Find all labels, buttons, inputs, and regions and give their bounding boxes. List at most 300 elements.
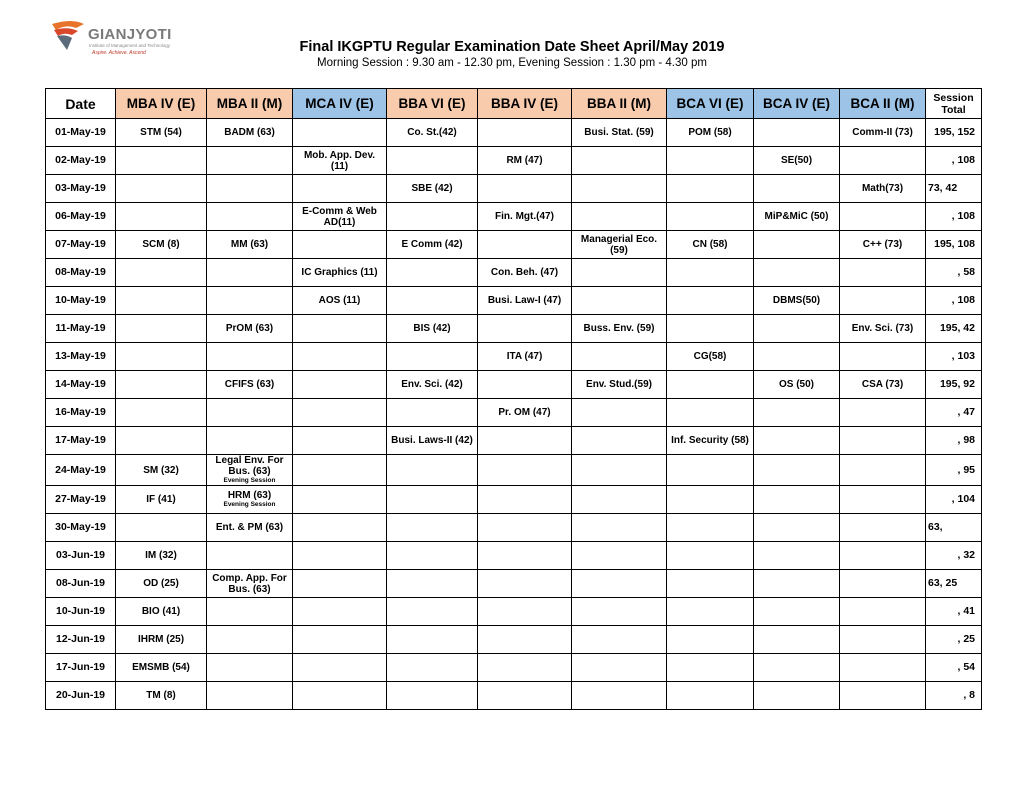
cell-date — [46, 371, 116, 399]
table-row — [46, 231, 982, 259]
header-bca-ii: BCA II (M) — [840, 89, 926, 119]
cell-mca4 — [293, 371, 387, 399]
table-row — [46, 287, 982, 315]
date-sheet-table — [45, 88, 982, 710]
cell-text: Buss. Env. (59) — [583, 323, 655, 334]
cell-bba6 — [387, 598, 478, 626]
cell-mba2 — [207, 287, 293, 315]
cell-bba6 — [387, 371, 478, 399]
cell-text: 06-May-19 — [55, 210, 106, 222]
cell-bca2 — [840, 455, 926, 486]
cell-bca6 — [667, 175, 754, 203]
cell-text: Math(73) — [861, 183, 904, 194]
cell-bba2 — [572, 231, 667, 259]
table-row — [46, 455, 982, 486]
table-row — [46, 119, 982, 147]
cell-text: 17-May-19 — [55, 434, 106, 446]
cell-date — [46, 147, 116, 175]
header-bba-ii: BBA II (M) — [572, 89, 667, 119]
cell-date — [46, 542, 116, 570]
cell-bca2 — [840, 343, 926, 371]
cell-bba4 — [478, 203, 572, 231]
cell-mba4 — [116, 682, 207, 710]
cell-text: BIO (41) — [141, 606, 181, 617]
cell-mba4 — [116, 287, 207, 315]
cell-mca4 — [293, 259, 387, 287]
cell-total — [926, 175, 982, 203]
cell-bca4 — [754, 203, 840, 231]
cell-text: 14-May-19 — [55, 378, 106, 390]
cell-text: RM (47) — [506, 155, 543, 166]
cell-bca2 — [840, 427, 926, 455]
cell-bba2 — [572, 542, 667, 570]
cell-mba4 — [116, 315, 207, 343]
cell-bba4 — [478, 287, 572, 315]
cell-bca2 — [840, 203, 926, 231]
table-row — [46, 175, 982, 203]
cell-mba4 — [116, 427, 207, 455]
cell-text: , 108 — [951, 294, 975, 306]
cell-mba4 — [116, 486, 207, 514]
cell-total — [926, 203, 982, 231]
cell-date — [46, 175, 116, 203]
cell-text: HRM (63) — [227, 490, 272, 501]
cell-bca4 — [754, 119, 840, 147]
cell-mba2 — [207, 343, 293, 371]
cell-text: 10-Jun-19 — [55, 605, 106, 617]
cell-text: Mob. App. Dev. (11) — [303, 149, 376, 172]
cell-bca2 — [840, 147, 926, 175]
cell-date — [46, 486, 116, 514]
cell-bba6 — [387, 682, 478, 710]
cell-mba4 — [116, 371, 207, 399]
cell-mca4 — [293, 570, 387, 598]
cell-mba4 — [116, 147, 207, 175]
cell-mca4 — [293, 682, 387, 710]
cell-mba2 — [207, 455, 293, 486]
cell-mba2 — [207, 259, 293, 287]
cell-bca4 — [754, 427, 840, 455]
cell-mba2 — [207, 626, 293, 654]
date-sheet-body — [46, 119, 982, 710]
cell-text: Env. Stud.(59) — [586, 379, 652, 390]
cell-mca4 — [293, 147, 387, 175]
cell-bba6 — [387, 514, 478, 542]
table-row — [46, 542, 982, 570]
cell-text: , 108 — [951, 154, 975, 166]
cell-mba2 — [207, 654, 293, 682]
cell-bca2 — [840, 287, 926, 315]
table-row — [46, 315, 982, 343]
cell-bba2 — [572, 175, 667, 203]
cell-text: 195, 108 — [934, 238, 975, 250]
cell-bba2 — [572, 203, 667, 231]
cell-bca6 — [667, 654, 754, 682]
cell-text: BADM (63) — [224, 127, 275, 138]
cell-bba6 — [387, 542, 478, 570]
logo-tagline: Aspire. Achieve. Ascend — [92, 50, 146, 56]
cell-text: 63, 25 — [928, 577, 958, 589]
cell-mca4 — [293, 626, 387, 654]
cell-text: EMSMB (54) — [132, 662, 190, 673]
cell-mba4 — [116, 203, 207, 231]
cell-bba6 — [387, 119, 478, 147]
table-row — [46, 343, 982, 371]
cell-mca4 — [293, 343, 387, 371]
cell-date — [46, 427, 116, 455]
cell-mba4 — [116, 119, 207, 147]
cell-mba4 — [116, 231, 207, 259]
cell-text: , 103 — [951, 350, 975, 362]
cell-bca6 — [667, 486, 754, 514]
cell-bca4 — [754, 542, 840, 570]
cell-text: 01-May-19 — [55, 126, 106, 138]
cell-mca4 — [293, 203, 387, 231]
cell-total — [926, 287, 982, 315]
cell-bba4 — [478, 427, 572, 455]
cell-mca4 — [293, 175, 387, 203]
cell-bca2 — [840, 371, 926, 399]
cell-bba2 — [572, 119, 667, 147]
cell-text: , 54 — [957, 661, 975, 673]
cell-bba4 — [478, 455, 572, 486]
cell-text: SCM (8) — [142, 239, 180, 250]
cell-total — [926, 119, 982, 147]
table-row — [46, 486, 982, 514]
cell-total — [926, 259, 982, 287]
cell-mca4 — [293, 455, 387, 486]
cell-mca4 — [293, 119, 387, 147]
cell-bca2 — [840, 399, 926, 427]
table-row — [46, 147, 982, 175]
cell-bca4 — [754, 654, 840, 682]
cell-bca4 — [754, 259, 840, 287]
cell-text: SBE (42) — [411, 183, 453, 194]
cell-bca4 — [754, 626, 840, 654]
cell-text: Inf. Security (58) — [671, 435, 749, 446]
cell-bca4 — [754, 287, 840, 315]
cell-date — [46, 287, 116, 315]
cell-text: 12-Jun-19 — [55, 633, 106, 645]
cell-mba2 — [207, 175, 293, 203]
cell-bca6 — [667, 514, 754, 542]
cell-bca6 — [667, 399, 754, 427]
cell-mca4 — [293, 514, 387, 542]
cell-bba2 — [572, 626, 667, 654]
cell-mba4 — [116, 626, 207, 654]
cell-text: MiP&MiC (50) — [764, 211, 829, 222]
table-row — [46, 654, 982, 682]
table-row — [46, 598, 982, 626]
cell-text: MM (63) — [230, 239, 269, 250]
logo-brand: GIANJYOTI — [88, 26, 172, 43]
cell-text: Con. Beh. (47) — [490, 267, 559, 278]
cell-bca4 — [754, 175, 840, 203]
cell-mca4 — [293, 399, 387, 427]
cell-text: 24-May-19 — [55, 463, 106, 476]
cell-text: Legal Env. For Bus. (63) — [215, 455, 284, 477]
cell-bca2 — [840, 315, 926, 343]
cell-text: OS (50) — [778, 379, 814, 390]
cell-date — [46, 682, 116, 710]
cell-text: , 8 — [963, 689, 975, 701]
cell-mba2 — [207, 598, 293, 626]
cell-bba4 — [478, 371, 572, 399]
cell-date — [46, 203, 116, 231]
cell-mba4 — [116, 542, 207, 570]
cell-bba6 — [387, 231, 478, 259]
cell-mba2 — [207, 427, 293, 455]
cell-bca6 — [667, 542, 754, 570]
cell-mba2 — [207, 147, 293, 175]
cell-mba4 — [116, 654, 207, 682]
cell-bba4 — [478, 231, 572, 259]
table-row — [46, 371, 982, 399]
cell-text: ITA (47) — [506, 351, 543, 362]
cell-bba6 — [387, 343, 478, 371]
cell-text: CFIFS (63) — [224, 379, 275, 390]
logo-subtitle: Institute of Management and Technology — [89, 43, 170, 48]
cell-text: 11-May-19 — [55, 322, 106, 334]
cell-text: 63, — [928, 521, 943, 533]
header-mba-ii: MBA II (M) — [207, 89, 293, 119]
cell-bba6 — [387, 399, 478, 427]
cell-mca4 — [293, 287, 387, 315]
cell-bca2 — [840, 542, 926, 570]
cell-text: 10-May-19 — [55, 294, 106, 306]
cell-bba2 — [572, 371, 667, 399]
cell-bca2 — [840, 570, 926, 598]
cell-date — [46, 455, 116, 486]
cell-text: , 32 — [957, 549, 975, 561]
cell-total — [926, 371, 982, 399]
cell-bba6 — [387, 654, 478, 682]
cell-bca4 — [754, 343, 840, 371]
cell-bba2 — [572, 570, 667, 598]
cell-text: Fin. Mgt.(47) — [495, 211, 554, 222]
cell-text: IM (32) — [145, 550, 177, 561]
cell-text: POM (58) — [688, 127, 732, 138]
cell-bca6 — [667, 455, 754, 486]
cell-bca4 — [754, 455, 840, 486]
cell-bba6 — [387, 175, 478, 203]
cell-text: IHRM (25) — [137, 634, 185, 645]
cell-date — [46, 315, 116, 343]
cell-date — [46, 626, 116, 654]
cell-bba4 — [478, 315, 572, 343]
cell-bba6 — [387, 315, 478, 343]
cell-text: SM (32) — [143, 464, 179, 476]
cell-text: 13-May-19 — [55, 350, 106, 362]
cell-bba4 — [478, 514, 572, 542]
cell-bba6 — [387, 486, 478, 514]
cell-text: 17-Jun-19 — [55, 661, 106, 673]
cell-total — [926, 455, 982, 486]
cell-text: , 95 — [957, 463, 975, 476]
cell-mba2 — [207, 315, 293, 343]
cell-text: STM (54) — [140, 127, 182, 138]
cell-bba2 — [572, 514, 667, 542]
cell-total — [926, 486, 982, 514]
header-date: Date — [46, 89, 116, 119]
cell-bca4 — [754, 514, 840, 542]
cell-bba4 — [478, 486, 572, 514]
cell-bba2 — [572, 598, 667, 626]
cell-bba6 — [387, 287, 478, 315]
cell-bba2 — [572, 399, 667, 427]
cell-bca4 — [754, 682, 840, 710]
cell-bca2 — [840, 654, 926, 682]
cell-mca4 — [293, 542, 387, 570]
cell-text: CG(58) — [693, 351, 727, 362]
cell-bba6 — [387, 455, 478, 486]
cell-date — [46, 654, 116, 682]
cell-mba2 — [207, 682, 293, 710]
cell-text: 03-May-19 — [55, 182, 106, 194]
table-row — [46, 514, 982, 542]
cell-bba2 — [572, 147, 667, 175]
cell-bba4 — [478, 570, 572, 598]
cell-text: 73, 42 — [928, 182, 958, 194]
header-bca-iv: BCA IV (E) — [754, 89, 840, 119]
cell-text: C++ (73) — [862, 239, 903, 250]
cell-text: 27-May-19 — [55, 493, 106, 505]
cell-text: Comp. App. For Bus. (63) — [212, 572, 287, 595]
cell-bca6 — [667, 119, 754, 147]
cell-bba4 — [478, 259, 572, 287]
cell-bca6 — [667, 203, 754, 231]
cell-mba2 — [207, 371, 293, 399]
cell-total — [926, 598, 982, 626]
cell-bca2 — [840, 486, 926, 514]
cell-bba2 — [572, 682, 667, 710]
cell-text: 30-May-19 — [55, 521, 106, 533]
cell-bba2 — [572, 455, 667, 486]
cell-text: IF (41) — [146, 494, 176, 505]
cell-bba4 — [478, 175, 572, 203]
cell-mba2 — [207, 570, 293, 598]
cell-text: , 98 — [957, 434, 975, 446]
cell-mba2 — [207, 231, 293, 259]
cell-date — [46, 259, 116, 287]
cell-mba4 — [116, 598, 207, 626]
cell-bca6 — [667, 315, 754, 343]
page-title: Final IKGPTU Regular Examination Date Sheet April/May 2019 — [299, 39, 725, 55]
cell-total — [926, 654, 982, 682]
cell-bba6 — [387, 203, 478, 231]
cell-bba2 — [572, 287, 667, 315]
cell-bca2 — [840, 119, 926, 147]
evening-session-note: Evening Session — [223, 477, 276, 484]
table-row — [46, 427, 982, 455]
cell-bca6 — [667, 427, 754, 455]
cell-total — [926, 427, 982, 455]
cell-mba2 — [207, 119, 293, 147]
cell-total — [926, 514, 982, 542]
cell-bba6 — [387, 570, 478, 598]
cell-bba2 — [572, 654, 667, 682]
cell-bba4 — [478, 682, 572, 710]
cell-text: 08-May-19 — [55, 266, 106, 278]
cell-mba4 — [116, 259, 207, 287]
cell-bca6 — [667, 287, 754, 315]
cell-bca4 — [754, 399, 840, 427]
cell-bca2 — [840, 259, 926, 287]
cell-bba4 — [478, 542, 572, 570]
cell-text: 195, 92 — [939, 378, 975, 390]
cell-text: SE(50) — [780, 155, 813, 166]
header-bba-vi: BBA VI (E) — [387, 89, 478, 119]
cell-mba4 — [116, 399, 207, 427]
cell-bca4 — [754, 371, 840, 399]
cell-text: CSA (73) — [861, 379, 904, 390]
cell-total — [926, 570, 982, 598]
cell-bba4 — [478, 343, 572, 371]
header-bca-vi: BCA VI (E) — [667, 89, 754, 119]
cell-date — [46, 514, 116, 542]
cell-mba2 — [207, 514, 293, 542]
evening-session-note: Evening Session — [223, 501, 276, 508]
cell-text: 195, 152 — [934, 126, 975, 138]
cell-bca4 — [754, 570, 840, 598]
table-row — [46, 203, 982, 231]
cell-bba4 — [478, 119, 572, 147]
cell-mba4 — [116, 175, 207, 203]
cell-bba4 — [478, 598, 572, 626]
cell-date — [46, 343, 116, 371]
cell-text: Busi. Law-I (47) — [487, 295, 562, 306]
cell-bca6 — [667, 598, 754, 626]
cell-text: Env. Sci. (73) — [851, 323, 914, 334]
cell-text: Co. St.(42) — [407, 127, 457, 138]
cell-text: Managerial Eco. (59) — [580, 233, 658, 256]
cell-total — [926, 231, 982, 259]
cell-bca6 — [667, 371, 754, 399]
cell-bca2 — [840, 175, 926, 203]
cell-bca2 — [840, 682, 926, 710]
table-row — [46, 399, 982, 427]
cell-bba4 — [478, 147, 572, 175]
cell-mba4 — [116, 570, 207, 598]
cell-bca4 — [754, 147, 840, 175]
cell-bca6 — [667, 626, 754, 654]
cell-total — [926, 399, 982, 427]
cell-text: OD (25) — [143, 578, 179, 589]
cell-bba4 — [478, 654, 572, 682]
cell-text: DBMS(50) — [772, 295, 821, 306]
cell-total — [926, 626, 982, 654]
cell-bca2 — [840, 514, 926, 542]
cell-text: E-Comm & Web AD(11) — [302, 205, 377, 228]
cell-bba6 — [387, 427, 478, 455]
cell-text: CN (58) — [692, 239, 728, 250]
cell-date — [46, 119, 116, 147]
cell-bba6 — [387, 147, 478, 175]
cell-text: , 41 — [957, 605, 975, 617]
table-row — [46, 682, 982, 710]
cell-mca4 — [293, 654, 387, 682]
cell-bca6 — [667, 259, 754, 287]
cell-mba2 — [207, 203, 293, 231]
cell-mba4 — [116, 343, 207, 371]
cell-bca6 — [667, 231, 754, 259]
table-row — [46, 626, 982, 654]
cell-text: , 58 — [957, 266, 975, 278]
cell-date — [46, 399, 116, 427]
header-session-total: Session Total — [926, 89, 982, 119]
cell-mca4 — [293, 315, 387, 343]
cell-bba2 — [572, 427, 667, 455]
